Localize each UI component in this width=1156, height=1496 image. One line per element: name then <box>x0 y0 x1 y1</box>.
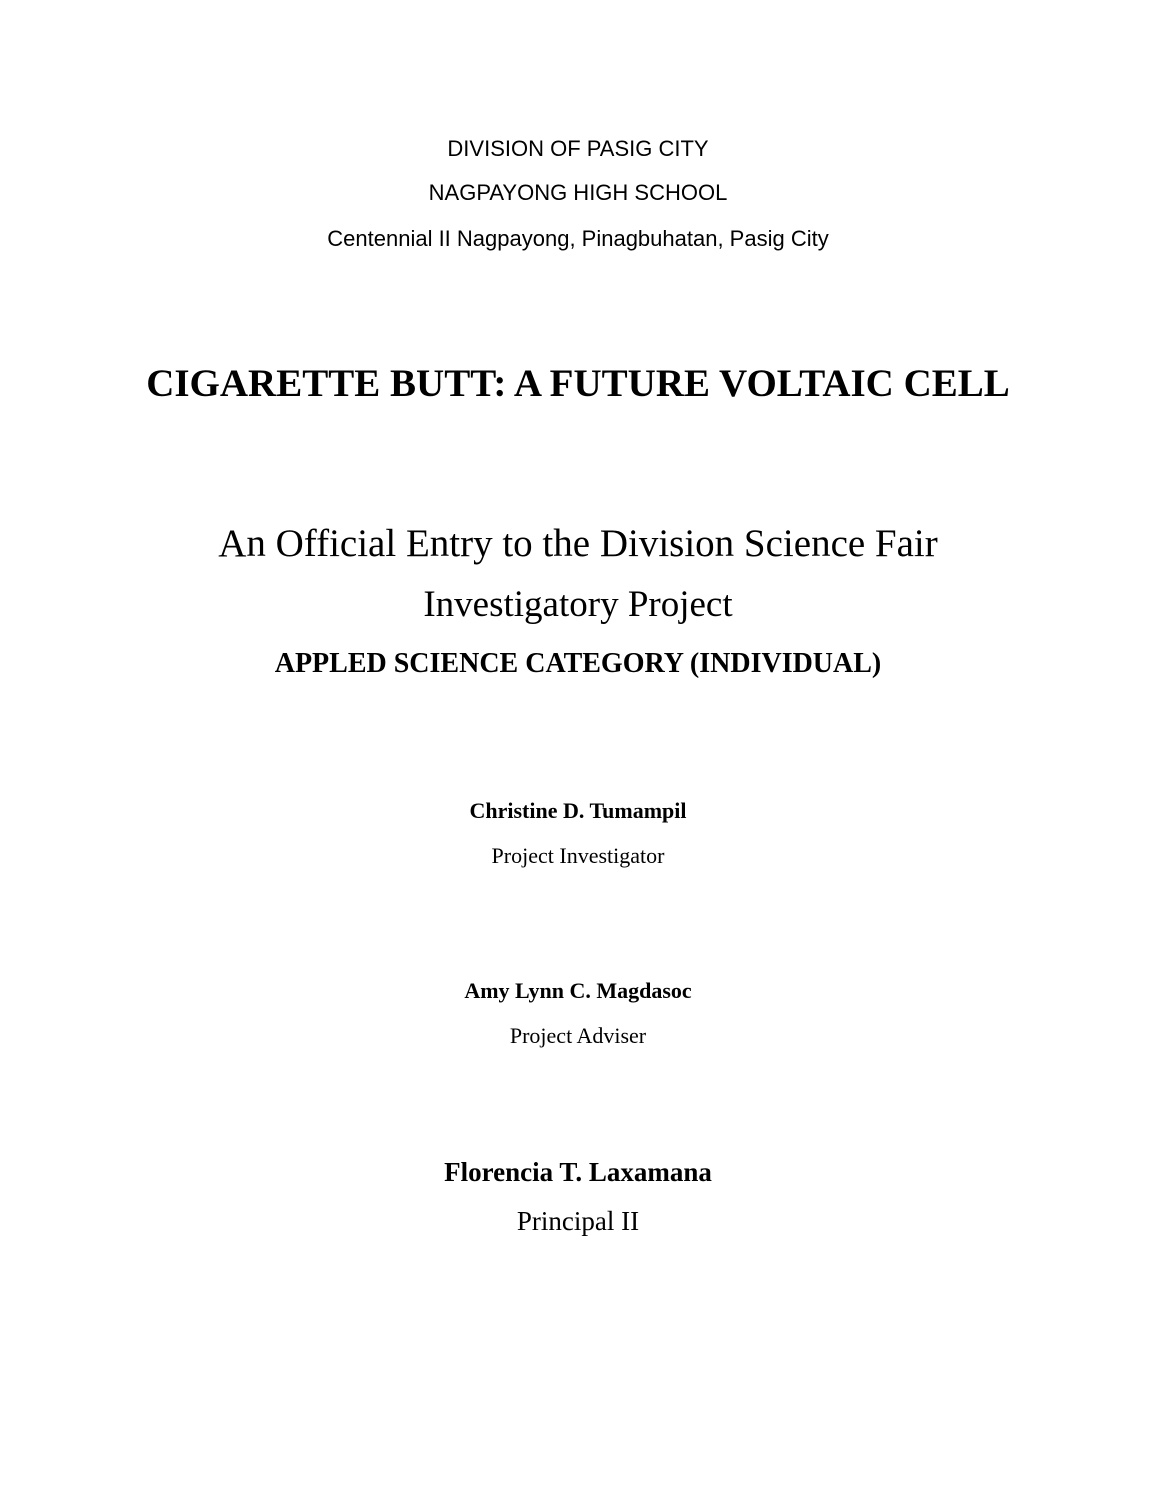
adviser-name: Amy Lynn C. Magdasoc <box>464 978 692 1003</box>
investigator-name: Christine D. Tumampil <box>469 798 687 823</box>
school-name: NAGPAYONG HIGH SCHOOL <box>428 180 728 205</box>
division-heading: DIVISION OF PASIG CITY <box>447 136 709 161</box>
principal-role: Principal II <box>516 1206 640 1236</box>
principal-name: Florencia T. Laxamana <box>444 1157 712 1187</box>
project-title: CIGARETTE BUTT: A FUTURE VOLTAIC CELL <box>146 362 1010 405</box>
investigator-role: Project Investigator <box>491 843 665 868</box>
school-address: Centennial II Nagpayong, Pinagbuhatan, Pasig City <box>327 226 829 251</box>
adviser-role: Project Adviser <box>509 1023 647 1048</box>
entry-type: Investigatory Project <box>423 584 733 625</box>
entry-description: An Official Entry to the Division Science Fair <box>218 522 938 565</box>
entry-category: APPLED SCIENCE CATEGORY (INDIVIDUAL) <box>274 648 882 679</box>
